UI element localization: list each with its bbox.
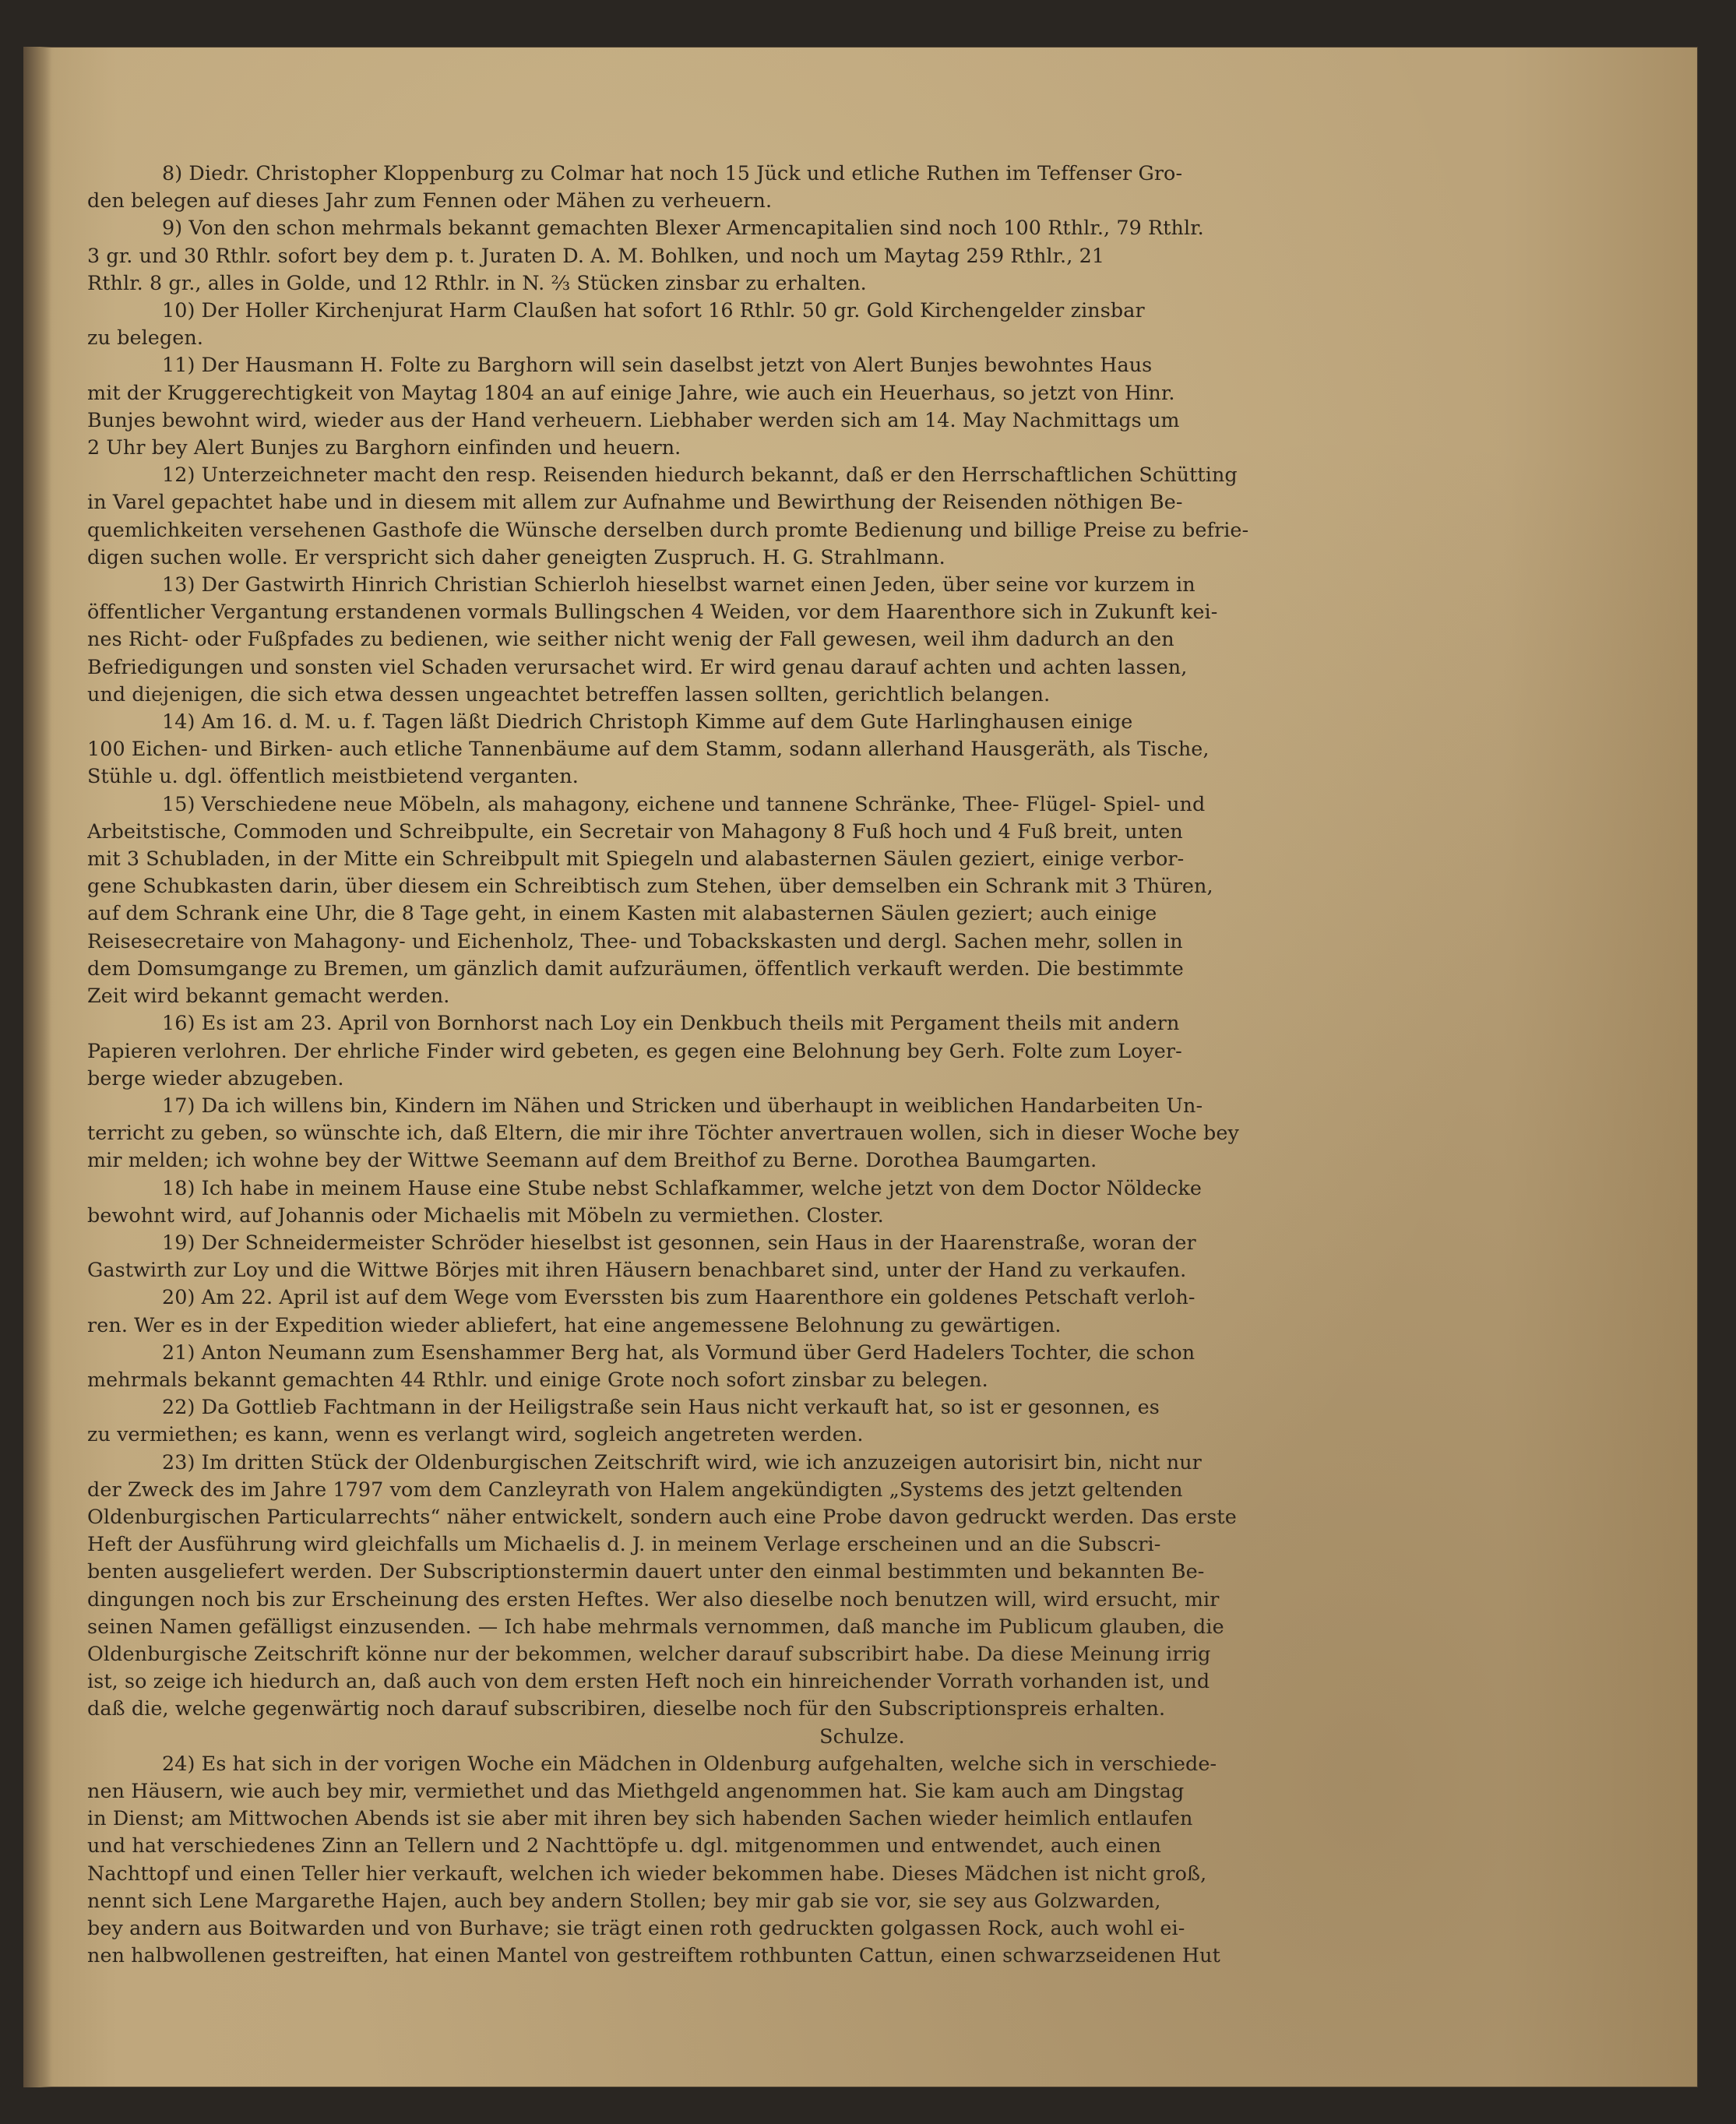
announcement-entry: [87, 1393, 1403, 1448]
announcement-text-block: [87, 160, 1403, 1969]
announcement-entry: [87, 1092, 1403, 1175]
text-line: 21) Anton Neumann zum Esenshammer Berg hat, als Vormund über Gerd Hadelers Tochter, die schon: [162, 1340, 1195, 1364]
text-line: Nachttopf und einen Teller hier verkauft, welchen ich wieder bekommen habe. Dieses Mädchen ist nicht groß,: [87, 1861, 1207, 1885]
text-line: nen Häusern, wie auch bey mir, vermiethet und das Miethgeld angenommen hat. Sie kam auch am Dingstag: [87, 1778, 1185, 1802]
text-line: in Varel gepachtet habe und in diesem mit allem zur Aufnahme und Bewirthung der Reisenden nöthigen Be-: [87, 490, 1183, 514]
text-line: berge wieder abzugeben.: [87, 1066, 344, 1090]
announcement-entry: [87, 1449, 1403, 1750]
text-line: in Dienst; am Mittwochen Abends ist sie aber mit ihren bey sich habenden Sachen wieder heimlich entlaufen: [87, 1806, 1193, 1830]
text-line: 10) Der Holler Kirchenjurat Harm Claußen hat sofort 16 Rthlr. 50 gr. Gold Kirchengelder zinsbar: [162, 298, 1145, 322]
text-line: 17) Da ich willens bin, Kindern im Nähen und Stricken und überhaupt in weiblichen Handarbeiten Un-: [162, 1093, 1203, 1117]
text-line: 9) Von den schon mehrmals bekannt gemachten Blexer Armencapitalien sind noch 100 Rthlr., 79 Rthlr.: [162, 216, 1204, 240]
text-line: quemlichkeiten versehenen Gasthofe die Wünsche derselben durch promte Bedienung und billige Preise zu befrie-: [87, 517, 1249, 541]
text-line: Befriedigungen und sonsten viel Schaden verursachet wird. Er wird genau darauf achten und achten lassen,: [87, 654, 1188, 678]
book-spine-shadow: [23, 47, 51, 2087]
announcement-entry: [87, 1750, 1403, 1970]
text-line: ren. Wer es in der Expedition wieder abliefert, hat eine angemessene Belohnung zu gewärtigen.: [87, 1312, 1062, 1337]
text-line: Bunjes bewohnt wird, wieder aus der Hand verheuern. Liebhaber werden sich am 14. May Nachmittags um: [87, 407, 1180, 431]
text-line: seinen Namen gefälligst einzusenden. — Ich habe mehrmals vernommen, daß manche im Publicum glauben, die: [87, 1614, 1224, 1638]
announcement-entry: [87, 461, 1403, 571]
text-line: den belegen auf dieses Jahr zum Fennen oder Mähen zu verheuern.: [87, 188, 773, 213]
announcement-entry: [87, 1229, 1403, 1284]
text-line: und diejenigen, die sich etwa dessen ungeachtet betreffen lassen sollten, gerichtlich belangen.: [87, 682, 1051, 706]
text-line: zu belegen.: [87, 326, 204, 350]
text-line: mehrmals bekannt gemachten 44 Rthlr. und einige Grote noch sofort zinsbar zu belegen.: [87, 1367, 988, 1391]
text-line: bewohnt wird, auf Johannis oder Michaelis mit Möbeln zu vermiethen. Closter.: [87, 1203, 884, 1227]
text-line: 3 gr. und 30 Rthlr. sofort bey dem p. t. Juraten D. A. M. Bohlken, und noch um Maytag 259 Rthlr., 21: [87, 243, 1105, 267]
text-line: dem Domsumgange zu Bremen, um gänzlich damit aufzuräumen, öffentlich verkauft werden. Die bestimmte: [87, 956, 1184, 980]
text-line: nen halbwollenen gestreiften, hat einen Mantel von gestreiftem rothbunten Cattun, einen schwarzseidenen Hut: [87, 1943, 1220, 1967]
text-line: Gastwirth zur Loy und die Wittwe Börjes mit ihren Häusern benachbaret sind, unter der Hand zu verkaufen.: [87, 1258, 1187, 1282]
announcement-entry: [87, 571, 1403, 708]
announcement-entry: [87, 1009, 1403, 1092]
text-line: 14) Am 16. d. M. u. f. Tagen läßt Diedrich Christoph Kimme auf dem Gute Harlinghausen einige: [162, 710, 1133, 734]
text-line: mit der Kruggerechtigkeit von Maytag 1804 an auf einige Jahre, wie auch ein Heuerhaus, so jetzt von Hinr.: [87, 380, 1175, 404]
text-line: auf dem Schrank eine Uhr, die 8 Tage geht, in einem Kasten mit alabasternen Säulen geziert; auch einige: [87, 901, 1157, 925]
text-line: nennt sich Lene Margarethe Hajen, auch bey andern Stollen; bey mir gab sie vor, sie sey aus Golzwarden,: [87, 1888, 1161, 1912]
text-line: Stühle u. dgl. öffentlich meistbietend verganten.: [87, 764, 579, 788]
text-line: 23) Im dritten Stück der Oldenburgischen Zeitschrift wird, wie ich anzuzeigen autorisirt bin, nicht nur: [162, 1449, 1202, 1474]
announcement-entry: [87, 1339, 1403, 1393]
text-line: 18) Ich habe in meinem Hause eine Stube nebst Schlafkammer, welche jetzt von dem Doctor Nöldecke: [162, 1175, 1202, 1199]
text-line: zu vermiethen; es kann, wenn es verlangt wird, sogleich angetreten werden.: [87, 1422, 864, 1446]
text-line: 22) Da Gottlieb Fachtmann in der Heiligstraße sein Haus nicht verkauft hat, so ist er gesonnen, es: [162, 1395, 1160, 1419]
text-line: nes Richt- oder Fußpfades zu bedienen, wie seither nicht wenig der Fall gewesen, weil ihm dadurch an den: [87, 627, 1174, 651]
text-line: 8) Diedr. Christopher Kloppenburg zu Colmar hat noch 15 Jück und etliche Ruthen im Teffenser Gro-: [162, 161, 1183, 185]
text-line: terricht zu geben, so wünschte ich, daß Eltern, die mir ihre Töchter anvertrauen wollen, sich in dieser Woche bey: [87, 1121, 1239, 1145]
text-line: Oldenburgischen Particularrechts“ näher entwickelt, sondern auch eine Probe davon gedruckt werden. Das erste: [87, 1504, 1237, 1528]
text-line: 19) Der Schneidermeister Schröder hieselbst ist gesonnen, sein Haus in der Haarenstraße, woran der: [162, 1230, 1196, 1254]
text-line: benten ausgeliefert werden. Der Subscriptionstermin dauert unter den einmal bestimmten und bekannten Be-: [87, 1559, 1205, 1583]
announcement-entry: [87, 1175, 1403, 1229]
text-line: Rthlr. 8 gr., alles in Golde, und 12 Rthlr. in N. ⅔ Stücken zinsbar zu erhalten.: [87, 270, 867, 294]
text-line: und hat verschiedenes Zinn an Tellern und 2 Nachttöpfe u. dgl. mitgenommen und entwendet, auch einen: [87, 1833, 1161, 1858]
text-line: dingungen noch bis zur Erscheinung des ersten Heftes. Wer also dieselbe noch benutzen will, wird ersucht, mir: [87, 1587, 1220, 1611]
text-line: 13) Der Gastwirth Hinrich Christian Schierloh hieselbst warnet einen Jeden, über seine vor kurzem in: [162, 572, 1195, 597]
text-line: Oldenburgische Zeitschrift könne nur der bekommen, welcher darauf subscribirt habe. Da diese Meinung irrig: [87, 1641, 1211, 1665]
text-line: Arbeitstische, Commoden und Schreibpulte, ein Secretair von Mahagony 8 Fuß hoch und 4 Fuß breit, unten: [87, 819, 1183, 843]
text-line: 2 Uhr bey Alert Bunjes zu Barghorn einfinden und heuern.: [87, 435, 681, 460]
announcement-entry: [87, 1284, 1403, 1338]
text-line: bey andern aus Boitwarden und von Burhave; sie trägt einen roth gedruckten golgassen Rock, auch wohl ei-: [87, 1916, 1185, 1939]
text-line: mit 3 Schubladen, in der Mitte ein Schreibpult mit Spiegeln und alabasternen Säulen geziert, einige verbor-: [87, 847, 1185, 871]
text-line: gene Schubkasten darin, über diesem ein Schreibtisch zum Stehen, über demselben ein Schrank mit 3 Thüren,: [87, 874, 1213, 898]
text-line: 20) Am 22. April ist auf dem Wege vom Everssten bis zum Haarenthore ein goldenes Petschaft verloh-: [162, 1285, 1195, 1309]
text-line: Zeit wird bekannt gemacht werden.: [87, 984, 450, 1008]
announcement-entry: [87, 160, 1403, 214]
text-line: 100 Eichen- und Birken- auch etliche Tannenbäume auf dem Stamm, sodann allerhand Hausgeräth, als Tische,: [87, 737, 1210, 761]
announcement-entry: [87, 214, 1403, 297]
announcement-entry: [87, 708, 1403, 791]
text-line: ist, so zeige ich hiedurch an, daß auch von dem ersten Heft noch ein hinreichender Vorrath vorhanden ist, und: [87, 1669, 1210, 1693]
text-line: der Zweck des im Jahre 1797 vom dem Canzleyrath von Halem angekündigten „Systems des jetzt geltenden: [87, 1477, 1183, 1501]
announcement-entry: [87, 351, 1403, 461]
text-line: Papieren verlohren. Der ehrliche Finder wird gebeten, es gegen eine Belohnung bey Gerh. Folte zum Loyer-: [87, 1038, 1182, 1062]
text-line: daß die, welche gegenwärtig noch darauf subscribiren, dieselbe noch für den Subscriptionspreis erhalten.: [87, 1696, 1166, 1721]
text-line: 16) Es ist am 23. April von Bornhorst nach Loy ein Denkbuch theils mit Pergament theils mit andern: [162, 1011, 1180, 1035]
text-line: Reisesecretaire von Mahagony- und Eichenholz, Thee- und Tobackskasten und dergl. Sachen mehr, sollen in: [87, 928, 1183, 953]
announcement-entry: [87, 791, 1403, 1010]
text-line: digen suchen wolle. Er verspricht sich daher geneigten Zuspruch. H. G. Strahlmann.: [87, 544, 945, 569]
text-line: 15) Verschiedene neue Möbeln, als mahagony, eichene und tannene Schränke, Thee- Flügel- Spiel- und: [162, 791, 1206, 815]
text-line: 12) Unterzeichneter macht den resp. Reisenden hiedurch bekannt, daß er den Herrschaftlichen Schütting: [162, 463, 1238, 487]
signature: Schulze.: [819, 1724, 905, 1748]
announcement-entry: [87, 297, 1403, 351]
text-line: mir melden; ich wohne bey der Wittwe Seemann auf dem Breithof zu Berne. Dorothea Baumgarten.: [87, 1148, 1097, 1172]
text-line: 24) Es hat sich in der vorigen Woche ein Mädchen in Oldenburg aufgehalten, welche sich in verschiede-: [162, 1751, 1217, 1775]
text-line: Heft der Ausführung wird gleichfalls um Michaelis d. J. in meinem Verlage erscheinen und an die Subscri-: [87, 1532, 1161, 1556]
text-line: 11) Der Hausmann H. Folte zu Barghorn will sein daselbst jetzt von Alert Bunjes bewohntes Haus: [162, 353, 1153, 377]
text-line: öffentlicher Vergantung erstandenen vormals Bullingschen 4 Weiden, vor dem Haarenthore sich in Zukunft kei-: [87, 600, 1218, 624]
